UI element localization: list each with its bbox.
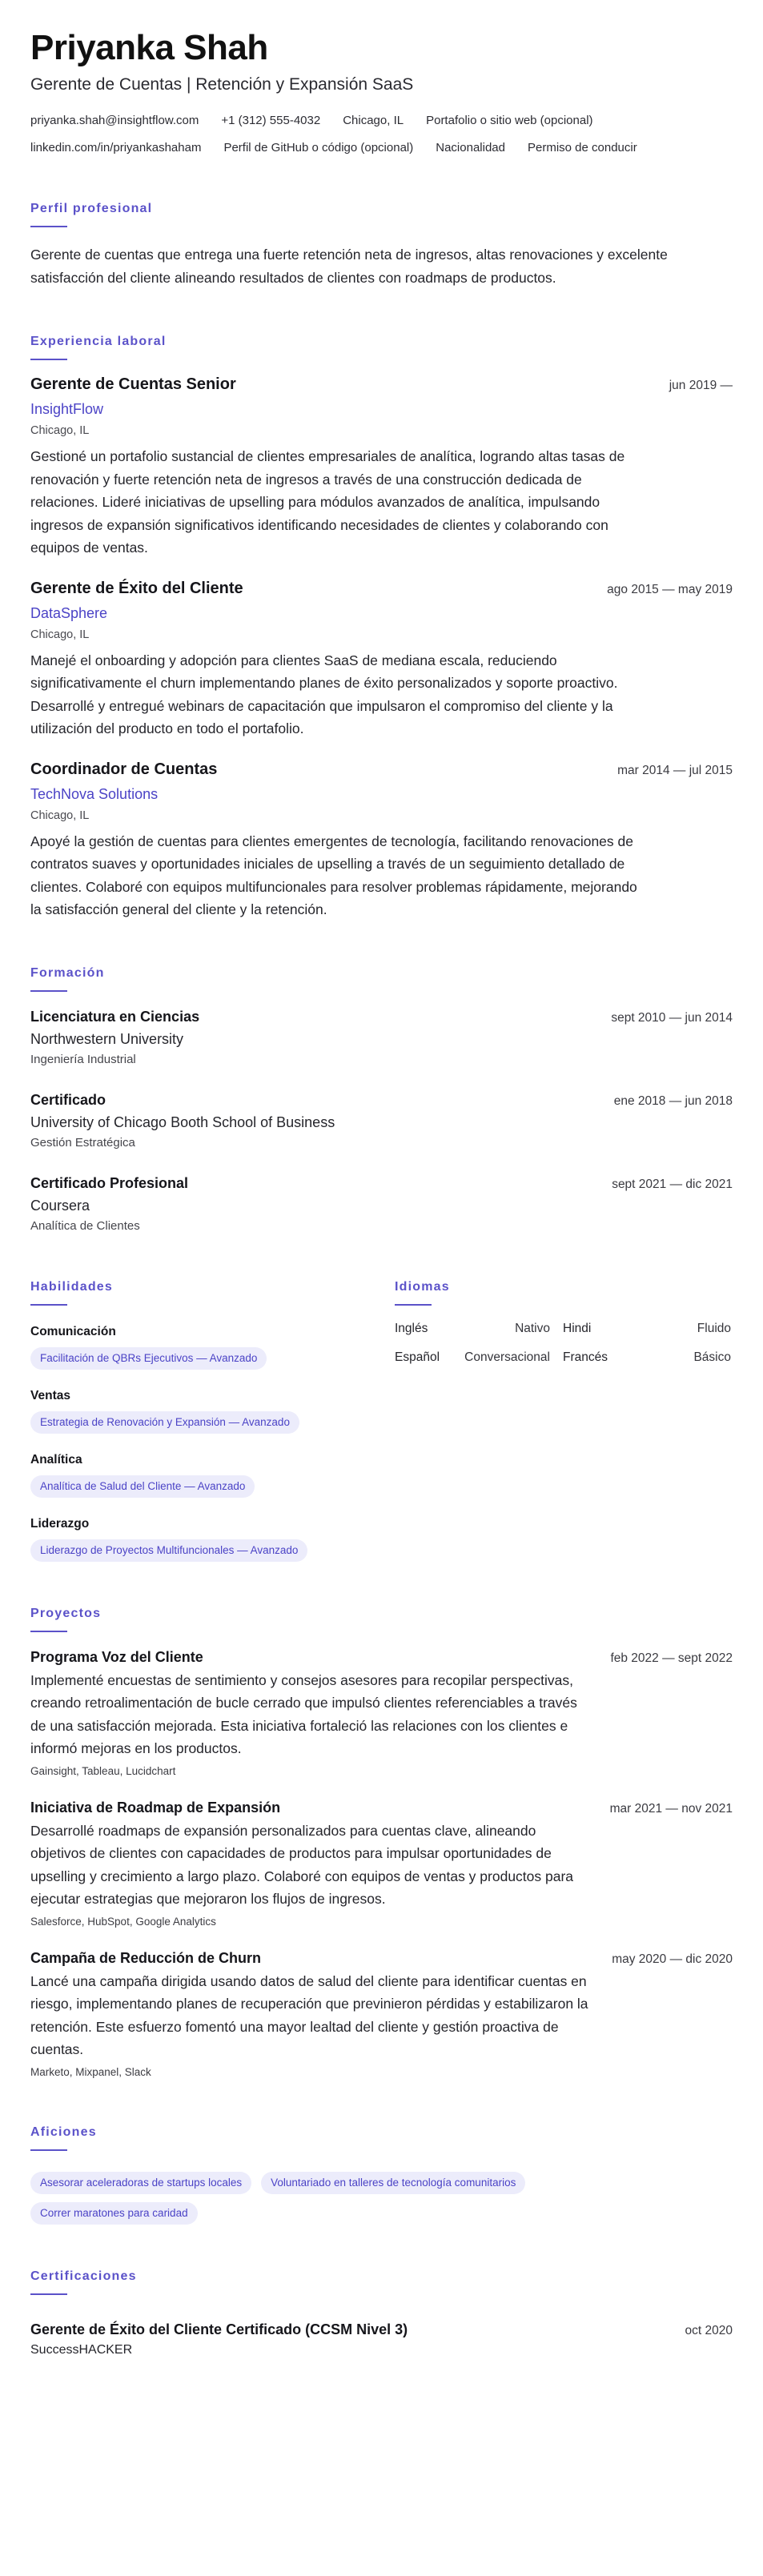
contact-email[interactable]: priyanka.shah@insightflow.com — [30, 114, 199, 127]
project-name: Programa Voz del Cliente — [30, 1648, 203, 1665]
education-list — [30, 1006, 733, 1235]
job-title: Gerente de Cuentas Senior — [30, 375, 236, 393]
skill-category: Comunicación — [30, 1324, 116, 1338]
contact-location: Chicago, IL — [343, 114, 404, 127]
experience-item — [30, 373, 733, 560]
language-name: Español — [395, 1350, 440, 1364]
projects-section — [30, 1605, 733, 2080]
project-tools: Marketo, Mixpanel, Slack — [30, 2065, 151, 2078]
resume-header — [30, 27, 733, 157]
experience-section — [30, 333, 733, 921]
job-location: Chicago, IL — [30, 809, 90, 822]
hobby-chip: Voluntariado en talleres de tecnología comunitarios — [261, 2172, 525, 2194]
contact-list — [30, 112, 687, 157]
field-of-study: Analítica de Clientes — [30, 1218, 140, 1233]
school-name: Coursera — [30, 1197, 90, 1214]
hobby-chip: Asesorar aceleradoras de startups locales — [30, 2172, 251, 2194]
hobby-chip: Correr maratones para caridad — [30, 2202, 198, 2225]
language-item — [395, 1320, 563, 1338]
education-title: Formación — [30, 965, 105, 980]
job-description: Gestioné un portafolio sustancial de clientes empresariales de analítica, logrando altas tasas de renovación y fuerte retención neta de ingresos a través de una construcción dedicada de relaciones. Lideré iniciativas de upselling para módulos avanzados de analítica, impulsando ingresos de expansión significativos identificando necesidades de clientes y colaborando con equipos de ventas. — [30, 448, 625, 556]
certifications-section — [30, 2268, 733, 2359]
contact-phone[interactable]: +1 (312) 555-4032 — [221, 114, 321, 127]
education-section — [30, 965, 733, 1235]
skill-group — [30, 1387, 395, 1434]
skills-languages-row — [30, 1278, 733, 1562]
education-item — [30, 1089, 733, 1152]
section-divider — [30, 2293, 67, 2295]
company-name[interactable]: DataSphere — [30, 604, 108, 621]
candidate-name: Priyanka Shah — [30, 28, 268, 67]
project-name: Campaña de Reducción de Churn — [30, 1949, 262, 1966]
candidate-headline: Gerente de Cuentas | Retención y Expansión SaaS — [30, 75, 414, 94]
skill-chip: Analítica de Salud del Cliente — Avanzado — [30, 1475, 255, 1498]
skill-category: Analítica — [30, 1452, 82, 1467]
skill-category: Ventas — [30, 1388, 70, 1402]
skill-chip: Estrategia de Renovación y Expansión — Avanzado — [30, 1411, 299, 1434]
company-name[interactable]: InsightFlow — [30, 401, 104, 417]
job-description: Apoyé la gestión de cuentas para clientes emergentes de tecnología, facilitando renovaciones de contratos suaves y oportunidades iniciales de upselling a través de un seguimiento detallado de clientes. Colaboré con equipos multifuncionales para resolver problemas rápidamente, mejorando la satisfacción general del cliente y la retención. — [30, 833, 637, 917]
project-description: Implementé encuestas de sentimiento y consejos asesores para recopilar perspectivas, creando retroalimentación de bucle cerrado que impulsó clientes referenciables a través de una satisfacción mejorada. Esta iniciativa fortaleció las relaciones con los clientes e informó mejoras en los productos. — [30, 1671, 577, 1756]
skill-chip: Liderazgo de Proyectos Multifuncionales — Avanzado — [30, 1539, 307, 1562]
project-tools: Salesforce, HubSpot, Google Analytics — [30, 1915, 216, 1928]
section-divider — [30, 2149, 67, 2151]
skills-section — [30, 1278, 395, 1562]
company-name[interactable]: TechNova Solutions — [30, 785, 159, 802]
language-level: Conversacional — [464, 1350, 550, 1364]
section-divider — [30, 1304, 67, 1306]
certification-name: Gerente de Éxito del Cliente Certificado (CCSM Nivel 3) — [30, 2321, 408, 2337]
languages-title: Idiomas — [395, 1279, 450, 1294]
experience-item — [30, 758, 733, 921]
job-description: Manejé el onboarding y adopción para clientes SaaS de mediana escala, reduciendo significativamente el churn implementando planes de éxito personalizados y soporte proactivo. Desarrollé y entregué webinars de capacitación que impulsaron el compromiso del cliente y la utilización del producto en todo el portafolio. — [30, 652, 618, 736]
project-item — [30, 1797, 733, 1930]
hobbies-section — [30, 2124, 733, 2225]
contact-linkedin[interactable]: linkedin.com/in/priyankashaham — [30, 141, 202, 154]
contact-driving-license: Permiso de conducir — [527, 141, 637, 154]
language-name: Hindi — [563, 1321, 592, 1335]
job-dates: mar 2014 — jul 2015 — [617, 763, 733, 777]
school-name: University of Chicago Booth School of Business — [30, 1113, 335, 1130]
experience-list — [30, 373, 733, 921]
education-dates: ene 2018 — jun 2018 — [613, 1093, 733, 1108]
certification-item — [30, 2319, 733, 2359]
languages-section — [395, 1278, 731, 1562]
summary-title: Perfil profesional — [30, 202, 153, 215]
project-item — [30, 1647, 733, 1780]
certification-date: oct 2020 — [685, 2323, 733, 2337]
field-of-study: Ingeniería Industrial — [30, 1052, 136, 1066]
project-dates: mar 2021 — nov 2021 — [609, 1801, 733, 1816]
language-name: Francés — [563, 1350, 608, 1364]
degree-name: Certificado Profesional — [30, 1174, 189, 1191]
job-location: Chicago, IL — [30, 628, 90, 641]
experience-title: Experiencia laboral — [30, 335, 167, 348]
section-divider — [30, 990, 67, 992]
job-dates: jun 2019 — — [669, 379, 733, 392]
language-item — [563, 1320, 731, 1338]
skill-chip: Facilitación de QBRs Ejecutivos — Avanzado — [30, 1347, 267, 1370]
contact-github[interactable]: Perfil de GitHub o código (opcional) — [223, 141, 414, 154]
hobbies-title: Aficiones — [30, 2125, 97, 2139]
section-divider — [30, 1631, 67, 1632]
field-of-study: Gestión Estratégica — [30, 1135, 135, 1150]
language-level: Fluido — [697, 1321, 731, 1335]
certifications-title: Certificaciones — [30, 2269, 137, 2283]
education-item — [30, 1173, 733, 1235]
section-divider — [395, 1304, 432, 1306]
language-list — [395, 1320, 731, 1366]
experience-item — [30, 577, 733, 740]
project-description: Lancé una campaña dirigida usando datos de salud del cliente para identificar cuentas en riesgo, implementando planes de recuperación que previnieron pérdidas y estabilizaron la retención. Este esfuerzo fomentó una mayor lealtad del cliente y gestión proactiva de cuentas. — [30, 1972, 588, 2057]
project-dates: feb 2022 — sept 2022 — [610, 1651, 733, 1665]
contact-nationality: Nacionalidad — [436, 141, 505, 154]
job-title: Coordinador de Cuentas — [30, 760, 218, 778]
degree-name: Certificado — [30, 1091, 106, 1108]
education-item — [30, 1006, 733, 1069]
skill-category: Liderazgo — [30, 1516, 90, 1531]
section-divider — [30, 226, 67, 227]
skill-group — [30, 1515, 395, 1562]
education-dates: sept 2010 — jun 2014 — [611, 1010, 733, 1025]
language-item — [395, 1349, 563, 1366]
certification-issuer: SuccessHACKER — [30, 2342, 133, 2357]
skill-group — [30, 1323, 395, 1370]
skills-title: Habilidades — [30, 1279, 114, 1294]
project-list — [30, 1647, 733, 2080]
project-item — [30, 1948, 733, 2080]
language-name: Inglés — [395, 1321, 428, 1335]
project-name: Iniciativa de Roadmap de Expansión — [30, 1799, 281, 1816]
summary-section — [30, 200, 733, 290]
job-location: Chicago, IL — [30, 424, 90, 437]
job-title: Gerente de Éxito del Cliente — [30, 579, 243, 597]
job-dates: ago 2015 — may 2019 — [607, 582, 733, 596]
contact-website[interactable]: Portafolio o sitio web (opcional) — [426, 114, 593, 127]
project-tools: Gainsight, Tableau, Lucidchart — [30, 1764, 176, 1777]
education-dates: sept 2021 — dic 2021 — [612, 1177, 733, 1191]
school-name: Northwestern University — [30, 1030, 184, 1047]
project-dates: may 2020 — dic 2020 — [612, 1952, 733, 1966]
hobby-list — [30, 2167, 639, 2225]
degree-name: Licenciatura en Ciencias — [30, 1008, 200, 1025]
skill-group — [30, 1451, 395, 1498]
projects-title: Proyectos — [30, 1606, 102, 1620]
summary-text: Gerente de cuentas que entrega una fuerte retención neta de ingresos, altas renovaciones y excelente satisfacción del cliente alineando resultados de clientes con roadmaps de productos. — [30, 247, 668, 286]
section-divider — [30, 359, 67, 360]
language-item — [563, 1349, 731, 1366]
language-level: Nativo — [515, 1321, 550, 1335]
project-description: Desarrollé roadmaps de expansión personalizados para cuentas clave, alineando objetivos de clientes con capacidades de productos para impulsar oportunidades de upselling y crecimiento a largo plazo. Colaboré con equipos de ventas y productos para ejecutar estrategias que mejoraron los flujos de ingresos. — [30, 1822, 574, 1907]
language-level: Básico — [693, 1350, 731, 1364]
